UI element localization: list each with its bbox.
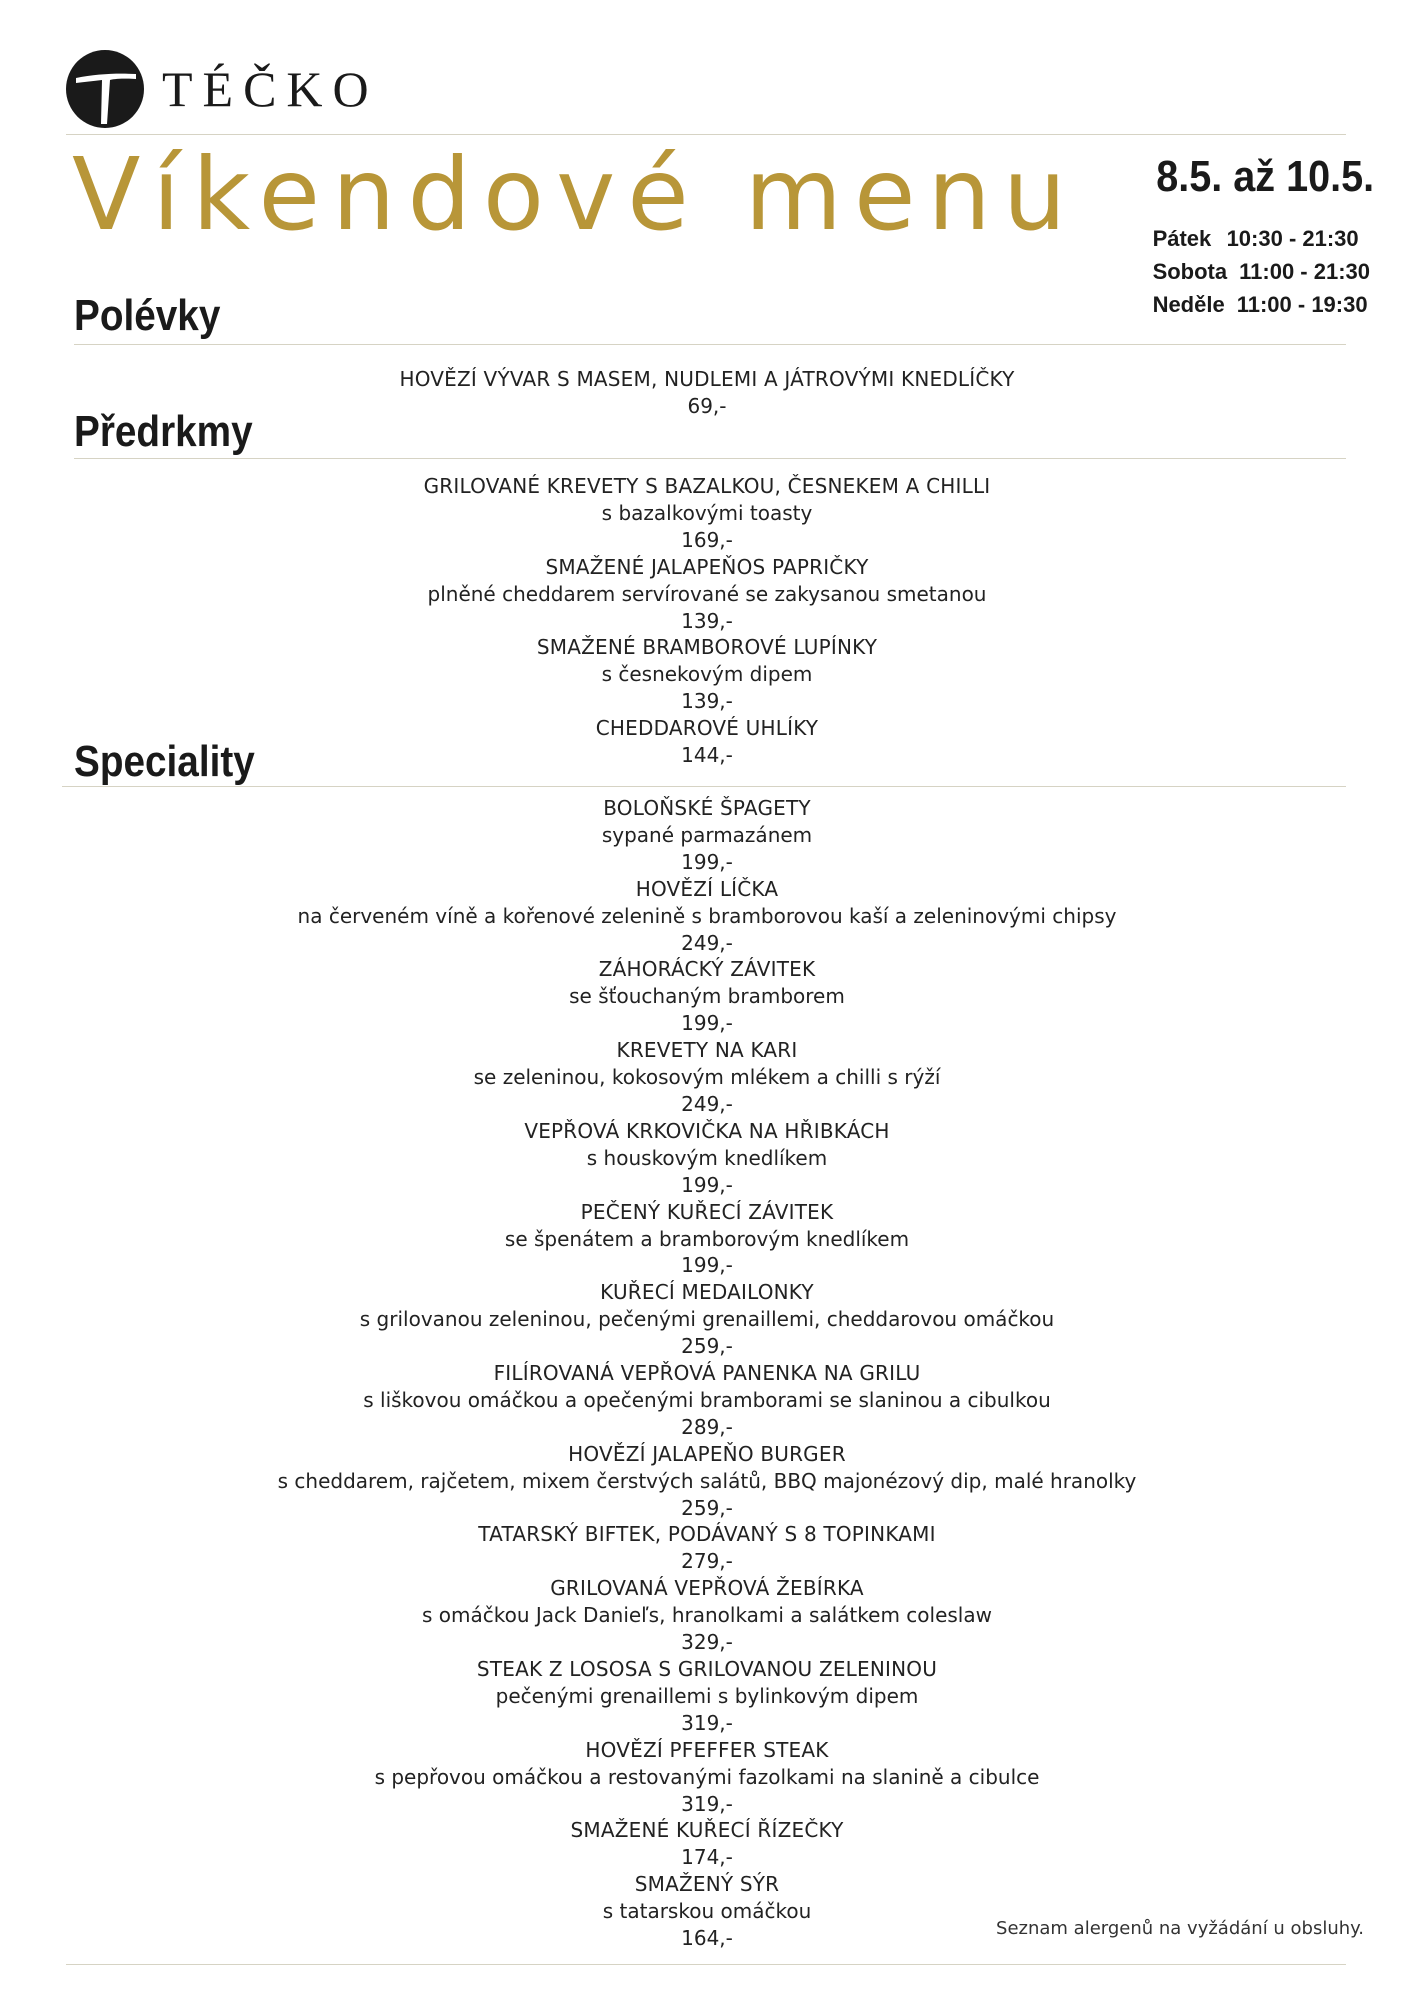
- hours-day: Neděle: [1152, 292, 1225, 317]
- item-name: HOVĚZÍ VÝVAR S MASEM, NUDLEMI A JÁTROVÝMI KNEDLÍČKY: [399, 367, 1015, 391]
- item-desc: s tatarskou omáčkou: [602, 1899, 812, 1924]
- item-name: VEPŘOVÁ KRKOVIČKA NA HŘIBKÁCH: [524, 1118, 890, 1143]
- menu-item: [0, 1441, 1414, 1522]
- menu-item: [0, 1279, 1414, 1360]
- item-name: SMAŽENÉ KUŘECÍ ŘÍZEČKY: [570, 1818, 844, 1843]
- item-name: BOLOŇSKÉ ŠPAGETY: [603, 796, 811, 820]
- item-desc: s bazalkovými toasty: [601, 500, 813, 525]
- hours-time: 10:30 - 21:30: [1226, 226, 1359, 251]
- menu-item: [0, 1360, 1414, 1441]
- hours-time: 11:00 - 21:30: [1239, 259, 1370, 284]
- menu-item: [0, 1575, 1414, 1656]
- item-name: GRILOVANÉ KREVETY S BAZALKOU, ČESNEKEM A CHILLI: [423, 474, 991, 498]
- item-price: 169,-: [681, 527, 733, 552]
- menu-item: [0, 956, 1414, 1037]
- item-price: 69,-: [687, 393, 727, 418]
- item-desc: s omáčkou Jack Danieľs, hranolkami a salátkem coleslaw: [422, 1603, 992, 1628]
- hours-row: [1153, 255, 1370, 288]
- item-price: 259,-: [681, 1334, 733, 1359]
- section-title-starters: Předrkmy: [74, 407, 253, 456]
- item-name: HOVĚZÍ JALAPEŇO BURGER: [568, 1441, 846, 1466]
- item-price: 199,-: [681, 1253, 733, 1278]
- item-name: SMAŽENÝ SÝR: [634, 1872, 780, 1897]
- opening-hours: [1153, 222, 1370, 321]
- item-desc: s cheddarem, rajčetem, mixem čerstvých salátů, BBQ majonézový dip, malé hranolky: [277, 1468, 1137, 1493]
- item-price: 319,-: [681, 1791, 733, 1816]
- menu-item: [0, 1199, 1414, 1280]
- item-price: 249,-: [681, 930, 733, 955]
- item-name: TATARSKÝ BIFTEK, PODÁVANÝ S 8 TOPINKAMI: [478, 1522, 936, 1547]
- specials-list: [0, 795, 1414, 1952]
- item-desc: plněné cheddarem servírované se zakysanou smetanou: [427, 581, 987, 606]
- item-name: FILÍROVANÁ VEPŘOVÁ PANENKA NA GRILU: [493, 1361, 921, 1386]
- menu-item: [0, 473, 1414, 554]
- item-price: 139,-: [681, 608, 733, 633]
- section-title-soups: Polévky: [74, 291, 221, 340]
- brand-logo: [66, 50, 379, 128]
- page-title: Víkendové menu: [72, 136, 1079, 253]
- section-divider: [74, 458, 1346, 459]
- item-name: KUŘECÍ MEDAILONKY: [600, 1280, 814, 1305]
- menu-item: [0, 634, 1414, 715]
- item-name: HOVĚZÍ LÍČKA: [635, 876, 779, 901]
- item-price: 249,-: [681, 1091, 733, 1116]
- menu-item: [0, 1118, 1414, 1199]
- item-price: 174,-: [681, 1845, 733, 1870]
- item-desc: pečenými grenaillemi s bylinkovým dipem: [495, 1683, 919, 1708]
- menu-item: [0, 1037, 1414, 1118]
- brand-name: TÉČKO: [162, 61, 379, 117]
- item-desc: s grilovanou zeleninou, pečenými grenaillemi, cheddarovou omáčkou: [359, 1307, 1055, 1332]
- item-price: 164,-: [681, 1926, 733, 1951]
- item-name: PEČENÝ KUŘECÍ ZÁVITEK: [580, 1199, 834, 1224]
- menu-item: [0, 1521, 1414, 1575]
- section-divider: [62, 786, 1346, 787]
- item-name: CHEDDAROVÉ UHLÍKY: [595, 716, 819, 741]
- item-price: 199,-: [681, 1172, 733, 1197]
- menu-item: [0, 1871, 1414, 1952]
- menu-item: [0, 1656, 1414, 1737]
- item-name: SMAŽENÉ JALAPEŇOS PAPRIČKY: [545, 554, 869, 579]
- item-price: 144,-: [681, 743, 733, 768]
- hours-day: Pátek: [1152, 226, 1212, 251]
- item-desc: se šťouchaným bramborem: [569, 984, 845, 1009]
- section-divider: [74, 344, 1346, 345]
- item-desc: sypané parmazánem: [601, 822, 813, 847]
- item-desc: s liškovou omáčkou a opečenými bramborami se slaninou a cibulkou: [363, 1387, 1051, 1412]
- hours-row: [1153, 288, 1370, 321]
- item-desc: se zeleninou, kokosovým mlékem a chilli s rýží: [473, 1065, 941, 1090]
- section-title-specials: Speciality: [74, 737, 255, 786]
- item-desc: na červeném víně a kořenové zelenině s bramborovou kaší a zeleninovými chipsy: [297, 903, 1117, 928]
- date-range: 8.5. až 10.5.: [1156, 152, 1374, 201]
- item-price: 279,-: [681, 1549, 733, 1574]
- menu-item: [0, 1737, 1414, 1818]
- t-circle-logo-icon: [66, 50, 144, 128]
- starters-list: [0, 473, 1414, 769]
- item-name: STEAK Z LOSOSA S GRILOVANOU ZELENINOU: [476, 1657, 938, 1681]
- allergen-note: Seznam alergenů na vyžádání u obsluhy.: [996, 1918, 1364, 1939]
- item-price: 259,-: [681, 1495, 733, 1520]
- footer-divider: [66, 1964, 1346, 1965]
- hours-row: [1153, 222, 1370, 255]
- item-desc: se špenátem a bramborovým knedlíkem: [504, 1226, 910, 1251]
- item-desc: s houskovým knedlíkem: [586, 1145, 828, 1170]
- menu-item: [0, 795, 1414, 876]
- hours-time: 11:00 - 19:30: [1236, 292, 1368, 317]
- item-name: GRILOVANÁ VEPŘOVÁ ŽEBÍRKA: [550, 1576, 864, 1601]
- item-price: 199,-: [681, 1011, 733, 1036]
- item-price: 329,-: [681, 1630, 733, 1655]
- menu-item: [0, 876, 1414, 957]
- item-name: ZÁHORÁCKÝ ZÁVITEK: [598, 957, 816, 982]
- item-price: 199,-: [681, 849, 733, 874]
- menu-item: [0, 1817, 1414, 1871]
- item-price: 319,-: [681, 1710, 733, 1735]
- item-price: 139,-: [681, 689, 733, 714]
- item-name: SMAŽENÉ BRAMBOROVÉ LUPÍNKY: [536, 635, 878, 660]
- item-price: 289,-: [681, 1414, 733, 1439]
- hours-day: Sobota: [1152, 259, 1228, 284]
- header-divider: [66, 134, 1346, 135]
- item-name: HOVĚZÍ PFEFFER STEAK: [585, 1737, 829, 1762]
- menu-item: [0, 554, 1414, 635]
- item-desc: s česnekovým dipem: [601, 662, 813, 687]
- item-desc: s pepřovou omáčkou a restovanými fazolkami na slanině a cibulce: [374, 1764, 1040, 1789]
- item-name: KREVETY NA KARI: [616, 1038, 798, 1063]
